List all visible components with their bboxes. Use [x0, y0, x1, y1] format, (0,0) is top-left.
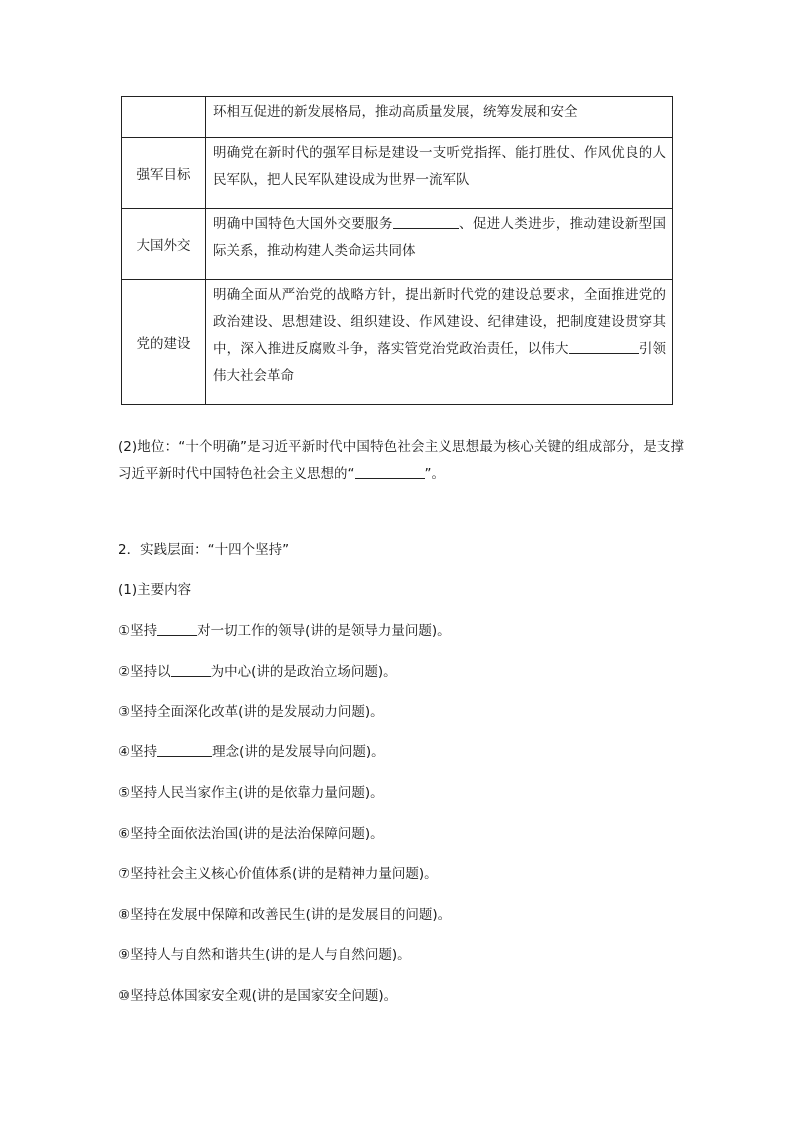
fill-in-blank[interactable]	[569, 339, 639, 354]
list-item-text: 理念(讲的是发展导向问题)。	[212, 744, 385, 760]
fill-in-blank[interactable]	[157, 742, 212, 757]
table-category-cell: 强军目标	[122, 138, 206, 209]
table-row-text: 引领伟大社会革命	[213, 341, 667, 384]
table-body-cell	[206, 97, 673, 138]
list-item: ⑧坚持在发展中保障和改善民生(讲的是发展目的问题)。	[118, 907, 452, 923]
status-paragraph-text: (2)地位：“十个明确”是习近平新时代中国特色社会主义思想最为核心关键的组成部分，是支撑习近平新时代中国特色社会主义思想的“	[118, 439, 684, 482]
list-item-text: ④坚持	[118, 744, 158, 760]
fill-in-blank[interactable]	[393, 214, 459, 229]
list-item-text: 为中心(讲的是政治立场问题)。	[210, 664, 397, 680]
list-item: ③坚持全面深化改革(讲的是发展动力问题)。	[118, 704, 384, 720]
table-row	[122, 280, 673, 405]
table-row-text: 明确全面从严治党的战略方针，提出新时代党的建设总要求，全面推进党的政治建设、思想建设、组织建设、作风建设、纪律建设，把制度建设贯穿其中，深入推进反腐败斗争，落实管党治党政治责任，以伟大	[213, 287, 666, 357]
list-item	[118, 621, 451, 641]
table-row	[122, 138, 673, 209]
table-category-cell	[122, 97, 206, 138]
table-body-cell	[206, 209, 673, 280]
table-row-text: 、促进人类进步，推动建设新型国际关系，推动构建人类命运共同体	[213, 216, 667, 259]
table-body-cell	[206, 280, 673, 405]
table-row-text: 环相互促进的新发展格局，推动高质量发展，统筹发展和安全	[213, 104, 578, 120]
table-row	[122, 209, 673, 280]
table-row-text: 明确中国特色大国外交要服务	[213, 216, 393, 232]
table-row	[122, 97, 673, 138]
list-item: ⑩坚持总体国家安全观(讲的是国家安全问题)。	[118, 988, 398, 1004]
table-body-cell	[206, 138, 673, 209]
list-item	[118, 742, 385, 762]
fill-in-blank[interactable]	[355, 464, 425, 479]
list-item: ⑤坚持人民当家作主(讲的是依靠力量问题)。	[118, 785, 384, 801]
subsection-heading: (1)主要内容	[118, 582, 192, 598]
list-item-text: ②坚持以	[118, 664, 171, 680]
fill-in-blank[interactable]	[157, 621, 197, 636]
section-heading: 2．实践层面：“十四个坚持”	[118, 542, 290, 558]
fill-in-blank[interactable]	[171, 662, 211, 677]
list-item	[118, 662, 397, 682]
status-paragraph	[118, 434, 684, 488]
list-item-text: 对一切工作的领导(讲的是领导力量问题)。	[197, 623, 451, 639]
list-item: ⑥坚持全面依法治国(讲的是法治保障问题)。	[118, 826, 384, 842]
table-category-cell: 党的建设	[122, 280, 206, 405]
table-row-text: 明确党在新时代的强军目标是建设一支听党指挥、能打胜仗、作风优良的人民军队，把人民军队建设成为世界一流军队	[213, 145, 666, 188]
status-paragraph-text: ”。	[424, 466, 445, 482]
list-item: ⑨坚持人与自然和谐共生(讲的是人与自然问题)。	[118, 947, 411, 963]
table-category-cell: 大国外交	[122, 209, 206, 280]
content-table	[121, 96, 673, 405]
list-item: ⑦坚持社会主义核心价值体系(讲的是精神力量问题)。	[118, 866, 438, 882]
list-item-text: ①坚持	[118, 623, 158, 639]
